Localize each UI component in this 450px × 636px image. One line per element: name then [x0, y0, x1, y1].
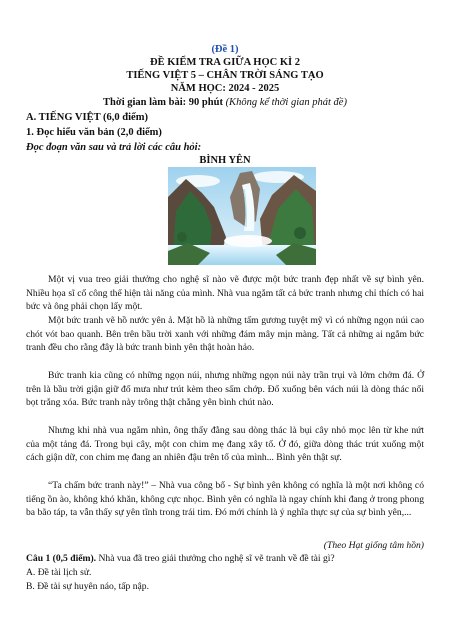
mountain-waterfall-illustration	[168, 167, 316, 265]
passage-title: BÌNH YÊN	[199, 155, 251, 166]
question-1-option-a: A. Đề tài lịch sử.	[26, 567, 92, 578]
paragraph-2: Một bức tranh vẽ hồ nước yên ả. Mặt hồ là những tấm gương tuyệt mỹ vì có những ngọn núi cao chót vót bao quanh. Bên trên bầu trời xanh với những đám mây mịn màng. Tất cả những ai ngắm bức tranh đều cho rằng đây là bức tranh bình yên thật hoàn hảo.	[26, 315, 424, 354]
question-1-text: Nhà vua đã treo giải thưởng cho nghệ sĩ vẽ tranh về đề tài gì?	[96, 553, 335, 564]
time-line	[0, 97, 450, 108]
exam-code: (Đề 1)	[211, 44, 239, 55]
question-1	[26, 553, 426, 564]
passage-source: (Theo Hạt giống tâm hồn)	[323, 540, 424, 551]
exam-title: ĐỀ KIỂM TRA GIỮA HỌC KÌ 2	[150, 57, 300, 68]
section-a-heading: A. TIẾNG VIỆT (6,0 điểm)	[26, 112, 148, 123]
section-1-heading: 1. Đọc hiểu văn bản (2,0 điểm)	[26, 127, 162, 138]
question-1-label: Câu 1 (0,5 điểm).	[26, 553, 97, 564]
paragraph-4: Nhưng khi nhà vua ngắm nhìn, ông thấy đằng sau dòng thác là bụi cây nhỏ mọc lên từ khe nứt của một tảng đá. Trong bụi cây, một con chim mẹ đang xây tổ. Ở đó, giữa dòng thác trút xuống một cách giận dữ, con chim mẹ đang an nhiên đậu trên tổ của mình... Bình yên thật sự.	[26, 425, 424, 464]
paragraph-5: “Ta chấm bức tranh này!” – Nhà vua công bố - Sự bình yên không có nghĩa là một nơi không có tiếng ồn ào, không khó khăn, không cực nhọc. Bình yên có nghĩa là ngay chính khi đang ở trong phong ba bão táp, ta vẫn thấy sự yên tĩnh trong trái tim. Đó mới chính là ý nghĩa thực sự của sự bình yên,...	[26, 480, 424, 519]
question-1-option-b: B. Đề tài sự huyên náo, tấp nập.	[26, 581, 149, 592]
time-limit: Thời gian làm bài: 90 phút	[103, 97, 223, 108]
paragraph-1: Một vị vua treo giải thưởng cho nghệ sĩ nào vẽ được một bức tranh đẹp nhất về sự bình yên. Nhiều họa sĩ cố công thể hiện tài năng của mình. Nhà vua ngắm tất cả bức tranh nhưng chỉ thích có hai bức và ông phải chọn lấy một.	[26, 274, 424, 313]
paragraph-3: Bức tranh kia cũng có những ngọn núi, nhưng những ngọn núi này trần trụi và lởm chởm đá. Ở trên là bầu trời giận giữ đổ mưa như trút kèm theo sấm chớp. Đổ xuống bên vách núi là dòng thác nổi bọt trắng xóa. Bức tranh này trông thật chẳng yên bình chút nào.	[26, 370, 424, 409]
school-year: NĂM HỌC: 2024 - 2025	[170, 83, 280, 94]
exam-subject: TIẾNG VIỆT 5 – CHÂN TRỜI SÁNG TẠO	[126, 70, 324, 81]
time-note: (Không kể thời gian phát đề)	[225, 97, 347, 108]
instruction: Đọc đoạn văn sau và trả lời các câu hỏi:	[26, 142, 202, 153]
